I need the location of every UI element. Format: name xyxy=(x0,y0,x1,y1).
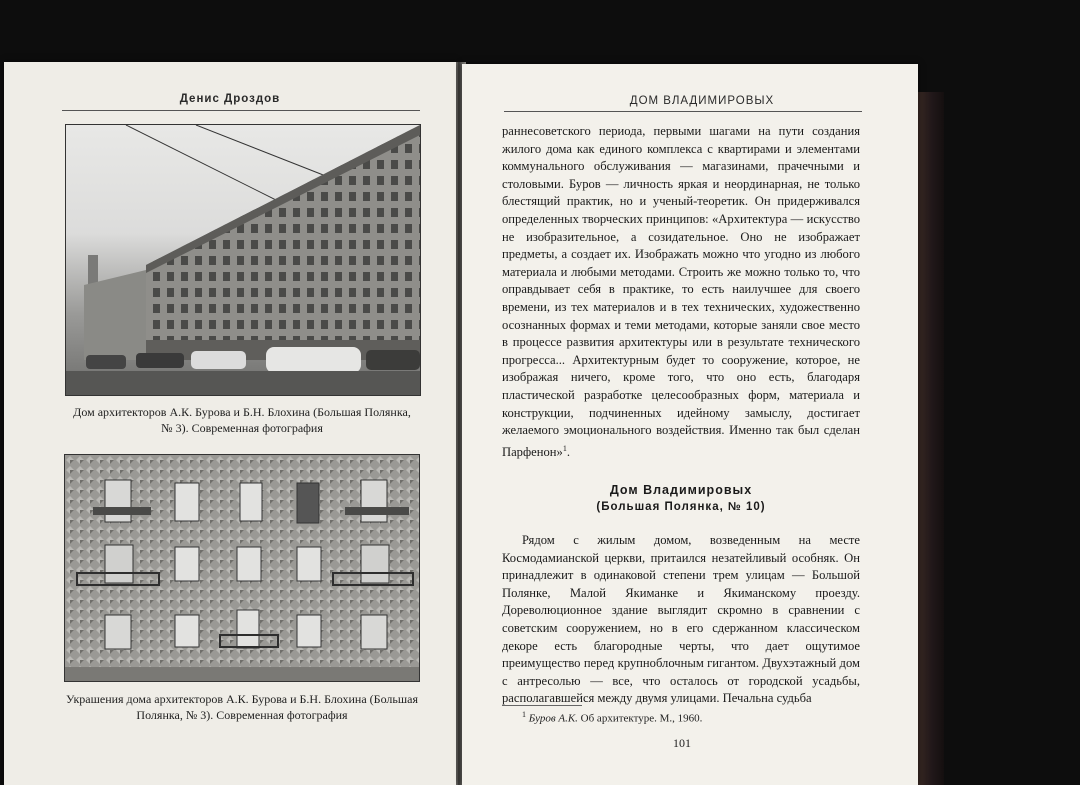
book-edge xyxy=(918,92,944,785)
photo-caption-1: Дом архитекторов А.К. Бурова и Б.Н. Блохина (Большая Полянка, № 3). Современная фотография xyxy=(73,405,411,435)
section-title: Дом Владимировых xyxy=(609,483,753,497)
footnote xyxy=(522,710,702,725)
left-running-head: Денис Дроздов xyxy=(179,93,281,105)
left-head-rule xyxy=(62,110,420,111)
footnote-marker: 1 xyxy=(562,443,567,453)
right-running-head: ДОМ ВЛАДИМИРОВЫХ xyxy=(629,95,775,107)
body-paragraph-2: Рядом с жилым домом, возведенным на месте Космодамианской церкви, притаился незатейливый особняк. Он принадлежит в одинаковой степени трем улицам — Большой Полянке, Малой Якиманке и Якиманскому проезду. Дореволюционное здание выглядит скромно в сравнении с советским сооружением, но в его сдержанном классическом декоре есть благородные черты, что дает ощутимое преимущество перед крупноблочным гигантом. Двухэтажный дом с антресолью — все, что осталось от городской усадьбы, располагавшейся между двумя улицами. Печальна судьба xyxy=(502,533,860,706)
page-number: 101 xyxy=(673,736,691,750)
body-paragraph-1: раннесоветского периода, первыми шагами на пути создания жилого дома как единого комплекса с квартирами и элементами коммунального обслуживания — магазинами, прачечными и столовыми. Буров — личность яркая и неординарная, не только блестящий практик, но и ученый-теоретик. Он придерживался определенных творческих принципов: «Архитектура — искусство не изобразительное, а созидательное. Оно не изображает предметы, а создает их. Изображать можно что угодно из любого материала и любыми методами. Строить же можно только то, что оправдывает себя в практике, то есть наилучшее для своего времени, из тех материалов и в тех технических, художественно осознанных формах и теми методами, которые заняли свое место в процессе развития архитектуры или в результате технического прогресса... Архитектурным будет то сооружение, которое, не изображая ничего, кроме того, что оно есть, благодаря пластической разработке целесообразных форм, материала и конструкции, подчиненных идейному замыслу, достигает желаемого эмоционального воздействия. Именно так был сделан Парфенон»$^1$. xyxy=(502,124,860,459)
section-subtitle: (Большая Полянка, № 10) xyxy=(596,501,766,513)
footnote-text: Об архитектуре. М., 1960. xyxy=(580,712,703,725)
right-page xyxy=(462,64,918,785)
paragraph-1-text: раннесоветского периода, первыми шагами на пути создания жилого дома как единого комплекса с квартирами и элементами коммунального обслуживания — магазинами, прачечными и столовыми. Буров — личность яркая и неординарная, не только блестящий практик, но и ученый-теоретик. Он придерживался определенных творческих принципов: «Архитектура — искусство не изобразительное, а созидательное. Оно не изображает предметы, а создает их. Изображать можно что угодно из любого материала и любыми методами. Строить же можно только то, что оправдывает себя в практике, то есть наилучшее для своего времени, из тех материалов и в тех технических, художественно осознанных формах и теми методами, которые заняли свое место в процессе развития архитектуры или в результате технического прогресса... Архитектурным будет то сооружение, которое, не изображая ничего, кроме того, что оно есть, благодаря пластической разработке целесообразных форм, материала и конструкции, подчиненных идейному замыслу, достигает желаемого эмоционального воздействия. Именно так был сделан Парфенон» xyxy=(502,124,860,459)
street-building-photo xyxy=(65,124,421,396)
footnote-rule xyxy=(502,705,582,706)
photo-caption-2: Украшения дома архитекторов А.К. Бурова и Б.Н. Блохина (Большая Полянка, № 3). Современная фотография xyxy=(66,692,418,722)
footnote-number: 1 xyxy=(522,710,526,719)
left-page xyxy=(4,62,456,785)
facade-decoration-photo xyxy=(64,454,420,682)
right-head-rule xyxy=(504,111,862,112)
footnote-author: Буров А.К. xyxy=(528,712,578,725)
